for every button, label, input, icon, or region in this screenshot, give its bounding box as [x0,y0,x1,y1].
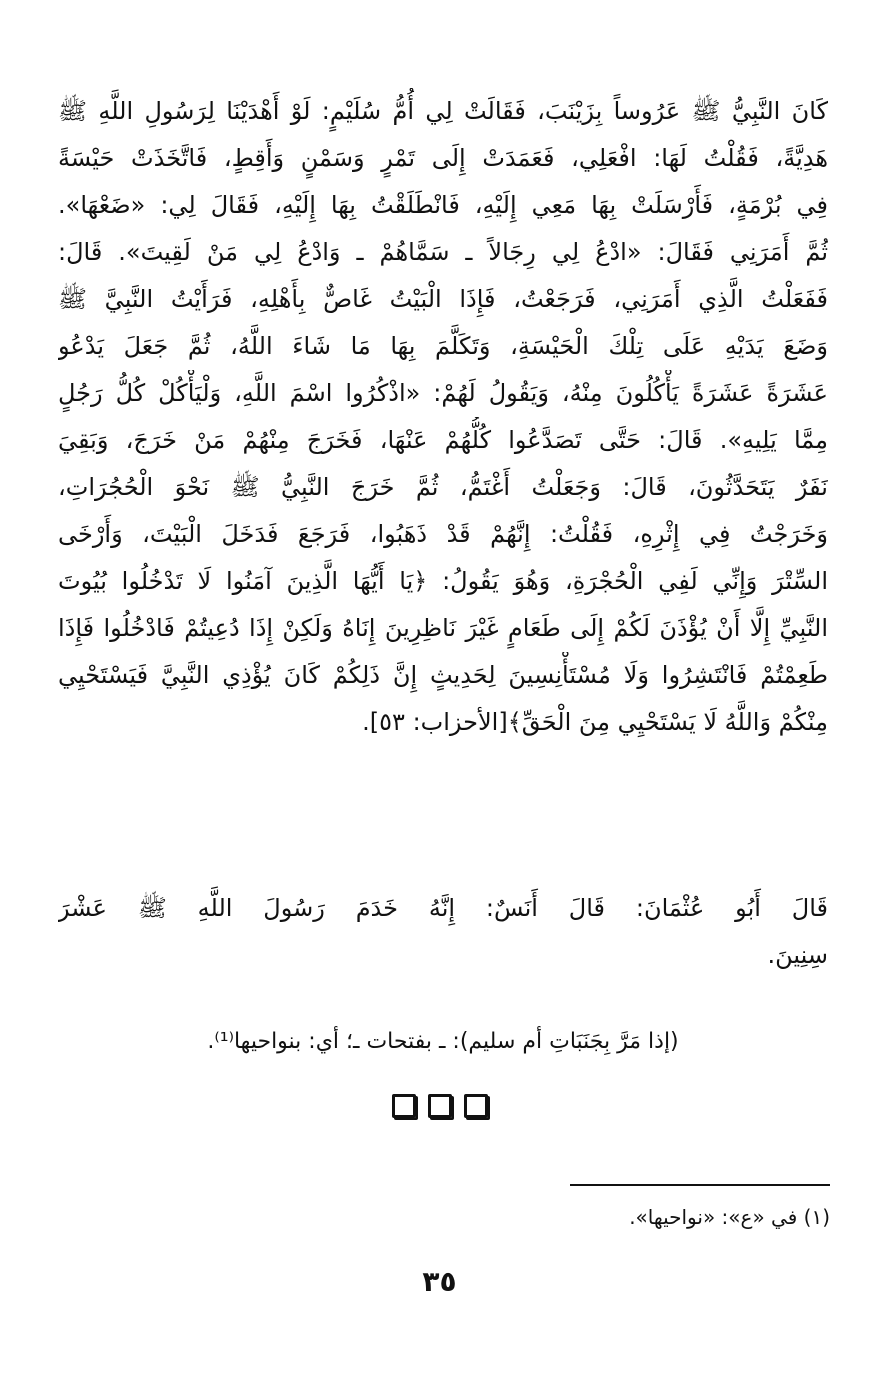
footnote: (١) في «ع»: «نواحيها». [629,1205,830,1229]
text-line: قَالَ أَبُو عُثْمَانَ: قَالَ أَنَسٌ: إِنَّهُ خَدَمَ رَسُولَ اللَّهِ ﷺ عَشْرَ [58,894,828,922]
text-line: عَشَرَةً عَشَرَةً يَأْكُلُونَ مِنْهُ، وَيَقُولُ لَهُمْ: «اذْكُرُوا اسْمَ اللَّهِ، وَلْيَأْكُلْ كُلُّ رَجُلٍ [58,379,828,407]
gloss-note: (إذا مَرَّ بِجَنَبَاتِ أم سليم): ـ بفتحات ـ؛ أي: بنواحيها⁽¹⁾. [207,1029,679,1054]
text-line: فَفَعَلْتُ الَّذِي أَمَرَنِي، فَرَجَعْتُ، فَإِذَا الْبَيْتُ غَاصٌّ بِأَهْلِهِ، فَرَأَيْتُ النَّبِيَّ ﷺ [58,285,828,313]
quran-verse-line: طَعِمْتُمْ فَانْتَشِرُوا وَلَا مُسْتَأْنِسِينَ لِحَدِيثٍ إِنَّ ذَلِكُمْ كَانَ يُؤْذِي النَّبِيَّ فَيَسْتَحْيِي [58,661,828,689]
text-line: سِنِينَ. [767,941,828,969]
text-line: السِّتْرَ وَإِنِّي لَفِي الْحُجْرَةِ، وَهُوَ يَقُولُ: ﴿يَا أَيُّهَا الَّذِينَ آمَنُوا لَا تَدْخُلُوا بُيُوتَ [58,567,828,595]
text-line: نَفَرٌ يَتَحَدَّثُونَ، قَالَ: وَجَعَلْتُ أَغْتَمُّ، ثُمَّ خَرَجَ النَّبِيُّ ﷺ نَحْوَ الْحُجُرَاتِ، [58,473,828,501]
section-separator [0,1094,879,1122]
main-paragraph [58,88,828,746]
text-line: وَضَعَ يَدَيْهِ عَلَى تِلْكَ الْحَيْسَةِ، وَتَكَلَّمَ بِهَا مَا شَاءَ اللَّهُ، ثُمَّ جَعَلَ يَدْعُو [58,332,828,360]
quran-verse-line: مِنْكُمْ وَاللَّهُ لَا يَسْتَحْيِي مِنَ الْحَقِّ﴾[الأحزاب: ٥٣]. [362,708,828,736]
text-line: وَخَرَجْتُ فِي إِثْرِهِ، فَقُلْتُ: إِنَّهُمْ قَدْ ذَهَبُوا، فَرَجَعَ فَدَخَلَ الْبَيْتَ، وَأَرْخَى [58,520,828,548]
page-number: ٣٥ [422,1265,457,1298]
square-ornament-icon [464,1094,488,1118]
text-line: هَدِيَّةً، فَقُلْتُ لَهَا: افْعَلِي، فَعَمَدَتْ إِلَى تَمْرٍ وَسَمْنٍ وَأَقِطٍ، فَاتَّخَذَتْ حَيْسَةً [58,144,828,172]
text-line: ثُمَّ أَمَرَنِي فَقَالَ: «ادْعُ لِي رِجَالاً ـ سَمَّاهُمْ ـ وَادْعُ لِي مَنْ لَقِيتَ». قَالَ: [58,238,828,266]
square-ornament-icon [428,1094,452,1118]
second-paragraph [58,885,828,979]
square-ornament-icon [392,1094,416,1118]
text-line: كَانَ النَّبِيُّ ﷺ عَرُوساً بِزَيْنَبَ، فَقَالَتْ لِي أُمُّ سُلَيْمٍ: لَوْ أَهْدَيْنَا لِرَسُولِ اللَّهِ ﷺ [58,97,828,125]
text-line: مِمَّا يَلِيهِ». قَالَ: حَتَّى تَصَدَّعُوا كُلُّهُمْ عَنْهَا، فَخَرَجَ مِنْهُمْ مَنْ خَرَجَ، وَبَقِيَ [58,426,828,454]
text-line: فِي بُرْمَةٍ، فَأَرْسَلَتْ بِهَا مَعِي إِلَيْهِ، فَانْطَلَقْتُ بِهَا إِلَيْهِ، فَقَالَ لِي: «ضَعْهَا». [58,191,828,219]
quran-verse-line: النَّبِيِّ إِلَّا أَنْ يُؤْذَنَ لَكُمْ إِلَى طَعَامٍ غَيْرَ نَاظِرِينَ إِنَاهُ وَلَكِنْ إِذَا دُعِيتُمْ فَادْخُلُوا فَإِذَا [58,614,828,642]
footnote-rule [570,1184,830,1186]
